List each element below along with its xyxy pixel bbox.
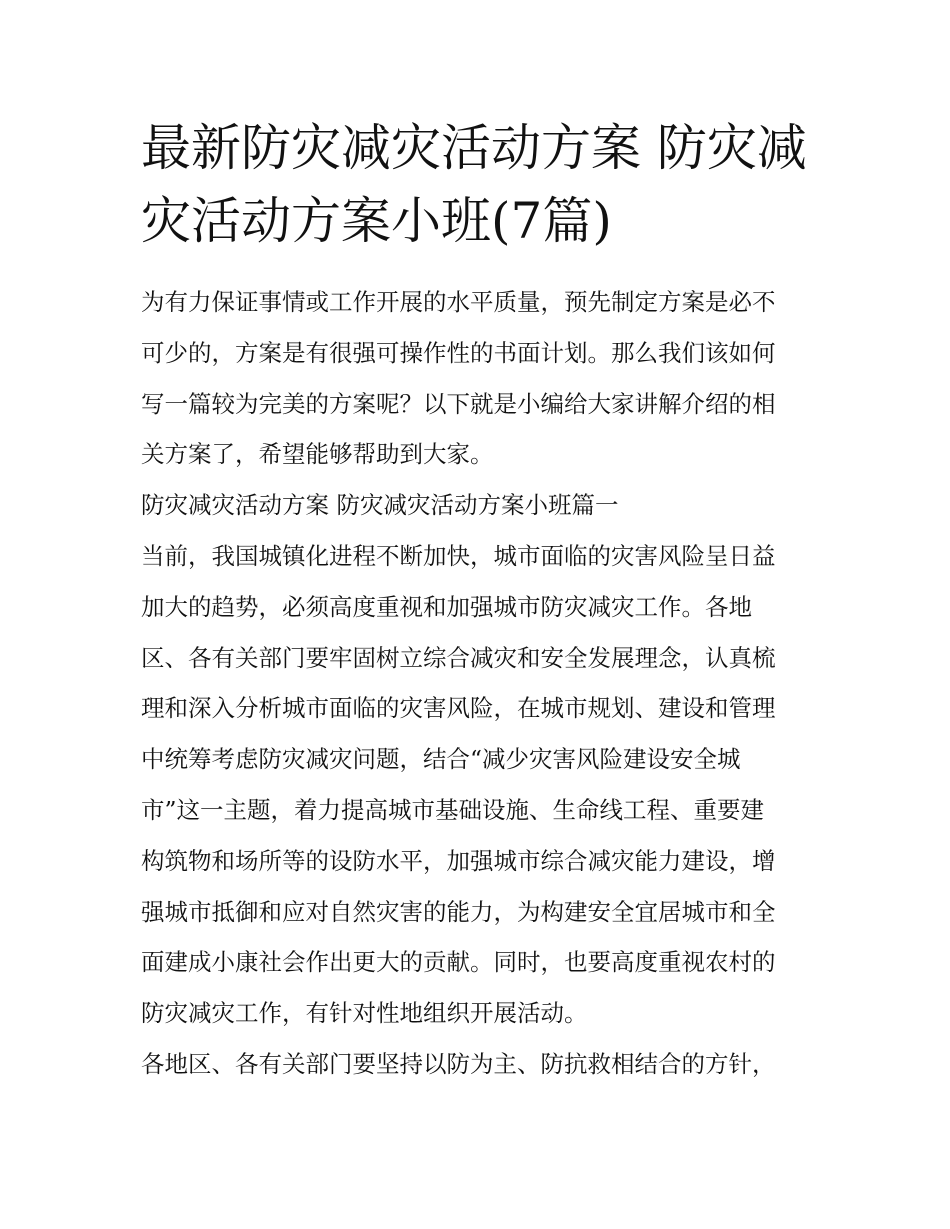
title-line-2: 灾活动方案小班(7篇) [141,192,612,250]
paragraph-line: 强城市抵御和应对自然灾害的能力，为构建安全宜居城市和全 [141,897,776,926]
paragraph-1 [141,531,816,1039]
intro-line: 为有力保证事情或工作开展的水平质量，预先制定方案是必不 [141,288,776,316]
paragraph-line: 区、各有关部门要牢固树立综合减灾和安全发展理念，认真梳 [141,643,776,672]
paragraph-line: 面建成小康社会作出更大的贡献。同时，也要高度重视农村的 [141,948,776,977]
intro-line: 写一篇较为完美的方案呢？以下就是小编给大家讲解介绍的相 [141,389,776,418]
paragraph-line: 各地区、各有关部门要坚持以防为主、防抗救相结合的方针， [141,1049,776,1078]
paragraph-line: 中统筹考虑防灾减灾问题，结合“减少灾害风险建设安全城 [141,745,741,774]
document-title [141,112,816,258]
paragraph-line: 理和深入分析城市面临的灾害风险，在城市规划、建设和管理 [141,694,776,723]
paragraph-line: 当前，我国城镇化进程不断加快，城市面临的灾害风险呈日益 [141,541,776,570]
document-page [141,112,816,1090]
paragraph-2 [141,1039,816,1090]
intro-paragraph [141,277,816,480]
intro-line: 可少的，方案是有很强可操作性的书面计划。那么我们该如何 [141,338,776,367]
title-line-1: 最新防灾减灾活动方案 防灾减 [141,119,807,177]
paragraph-line: 防灾减灾工作，有针对性地组织开展活动。 [141,999,588,1028]
paragraph-line: 市”这一主题，着力提高城市基础设施、生命线工程、重要建 [141,795,765,824]
section-heading [141,480,816,531]
paragraph-line: 加大的趋势，必须高度重视和加强城市防灾减灾工作。各地 [141,592,752,621]
section-heading-text: 防灾减灾活动方案 防灾减灾活动方案小班篇一 [141,491,619,520]
intro-line: 关方案了，希望能够帮助到大家。 [141,440,494,469]
paragraph-line: 构筑物和场所等的设防水平，加强城市综合减灾能力建设，增 [141,846,776,875]
document-body [141,277,816,1090]
